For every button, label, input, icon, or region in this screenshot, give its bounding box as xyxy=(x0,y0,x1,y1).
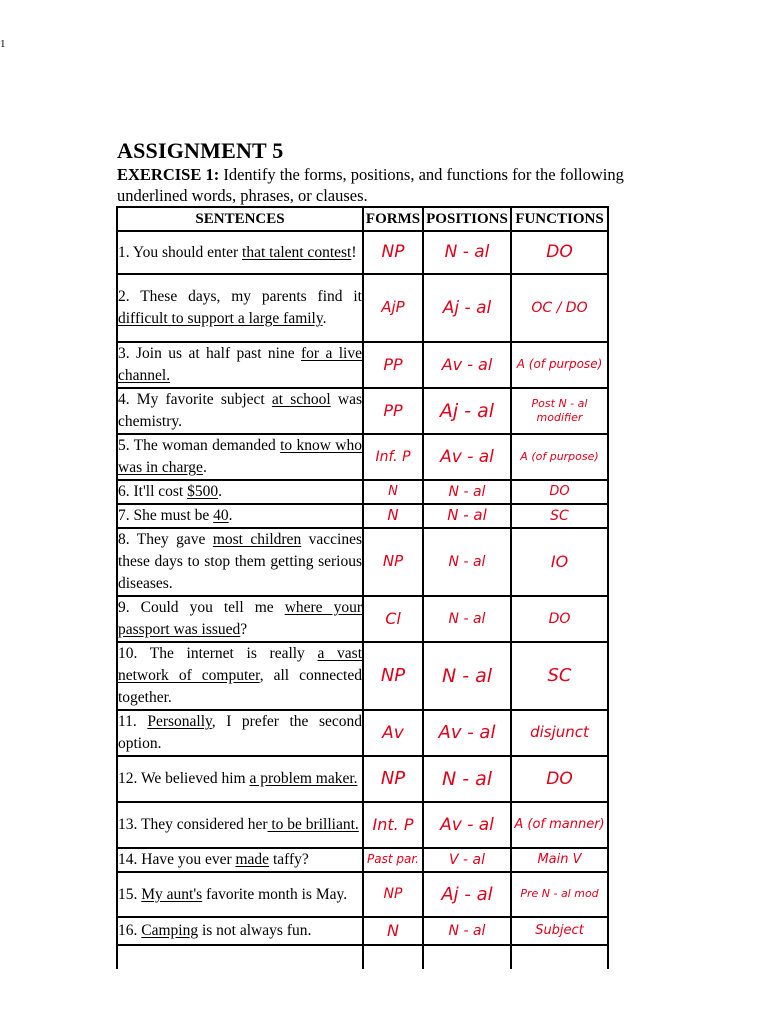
table-row xyxy=(117,504,608,528)
answer-position: Aj - al xyxy=(423,388,511,434)
sentence-cell xyxy=(117,917,363,945)
table-row xyxy=(117,848,608,872)
sentence-text: 1. You should enter xyxy=(118,243,243,261)
answer-form: Past par. xyxy=(363,848,423,872)
sentence-text-end: taffy? xyxy=(269,851,309,868)
answer-form: Av xyxy=(363,710,423,756)
assignment-table xyxy=(116,206,609,969)
underlined-phrase: for a live channel. xyxy=(118,345,362,384)
answer-position: Av - al xyxy=(423,710,511,756)
sentence-text-end: was chemistry. xyxy=(118,391,363,430)
header-forms: FORMS xyxy=(363,207,423,231)
table-row xyxy=(117,872,608,917)
sentence-text: 12. We believed him xyxy=(118,770,250,787)
answer-function: disjunct xyxy=(511,710,608,756)
header-functions: FUNCTIONS xyxy=(511,207,608,231)
answer-function: DO xyxy=(511,480,608,504)
answer-form: N xyxy=(363,504,423,528)
answer-form: Inf. P xyxy=(363,434,423,480)
answer-position: N - al xyxy=(423,596,511,642)
sentence-text: 15. xyxy=(118,885,142,903)
answer-function: DO xyxy=(511,596,608,642)
answer-function: OC / DO xyxy=(511,274,608,342)
empty-cell xyxy=(363,945,423,969)
sentence-text-end: , all connected together. xyxy=(118,667,362,706)
sentence-text-end: ! xyxy=(351,243,357,261)
sentence-text: 9. Could you tell me xyxy=(118,599,285,616)
sentence-cell xyxy=(117,710,363,756)
underlined-phrase: Camping xyxy=(141,922,199,939)
sentence-text-end: . xyxy=(202,459,207,476)
answer-function: A (of purpose) xyxy=(511,434,608,480)
sentence-cell xyxy=(117,231,363,274)
answer-form: NP xyxy=(363,528,423,596)
answer-function: Main V xyxy=(511,848,608,872)
sentence-text-end: . xyxy=(218,483,222,500)
answer-position: N - al xyxy=(423,231,511,274)
sentence-cell xyxy=(117,872,363,917)
table-row xyxy=(117,388,608,434)
answer-position: Av - al xyxy=(423,434,511,480)
sentence-text: 6. It'll cost xyxy=(118,483,188,500)
answer-form: NP xyxy=(363,756,423,802)
table-row xyxy=(117,756,608,802)
sentence-text: 10. The internet is really xyxy=(118,645,318,662)
answer-function: IO xyxy=(511,528,608,596)
answer-position: N - al xyxy=(423,528,511,596)
answer-position: N - al xyxy=(423,504,511,528)
answer-form: N xyxy=(363,480,423,504)
instruction-text: Identify the forms, positions, and functions for the following underlined words, phrases, or clauses. xyxy=(117,165,624,205)
sentence-text: 8. They gave xyxy=(118,531,213,548)
page-number: 1 xyxy=(0,38,6,50)
table-row xyxy=(117,802,608,848)
underlined-phrase: that talent contest xyxy=(242,243,352,261)
table-row xyxy=(117,596,608,642)
assignment-title: ASSIGNMENT 5 xyxy=(117,138,284,163)
header-sentences: SENTENCES xyxy=(117,207,363,231)
sentence-cell xyxy=(117,528,363,596)
underlined-phrase: at school xyxy=(271,391,331,408)
answer-position: N - al xyxy=(423,917,511,945)
answer-function: DO xyxy=(511,231,608,274)
answer-function: SC xyxy=(511,504,608,528)
answer-position: N - al xyxy=(423,756,511,802)
answer-form: PP xyxy=(363,342,423,388)
sentence-text: 4. My favorite subject xyxy=(118,391,272,408)
sentence-cell xyxy=(117,274,363,342)
sentence-text: 7. She must be xyxy=(118,507,214,524)
underlined-phrase: to be brilliant. xyxy=(267,816,359,833)
answer-form: AjP xyxy=(363,274,423,342)
header-positions: POSITIONS xyxy=(423,207,511,231)
answer-function: A (of manner) xyxy=(511,802,608,848)
sentence-text: 11. xyxy=(118,713,148,730)
underlined-phrase: difficult to support a large family xyxy=(118,310,323,327)
answer-form: NP xyxy=(363,872,423,917)
sentence-text-end: favorite month is May. xyxy=(202,885,348,903)
empty-row xyxy=(117,945,608,969)
table-row xyxy=(117,342,608,388)
underlined-phrase: made xyxy=(235,851,270,868)
sentence-text: 2. These days, my parents find it xyxy=(118,288,362,305)
exercise-instruction xyxy=(117,164,677,206)
sentence-cell xyxy=(117,642,363,710)
answer-function: DO xyxy=(511,756,608,802)
answer-function: Post N - al modifier xyxy=(511,388,608,434)
answer-function: Pre N - al mod xyxy=(511,872,608,917)
empty-cell xyxy=(511,945,608,969)
sentence-cell xyxy=(117,504,363,528)
sentence-text: 14. Have you ever xyxy=(118,851,236,868)
sentence-cell xyxy=(117,480,363,504)
header-row xyxy=(117,207,608,231)
table-row xyxy=(117,642,608,710)
answer-position: Aj - al xyxy=(423,274,511,342)
sentence-text-end: ? xyxy=(240,621,248,638)
table-row xyxy=(117,231,608,274)
empty-cell xyxy=(117,945,363,969)
sentence-cell xyxy=(117,848,363,872)
table-row xyxy=(117,480,608,504)
answer-form: Cl xyxy=(363,596,423,642)
sentence-cell xyxy=(117,756,363,802)
answer-position: V - al xyxy=(423,848,511,872)
sentence-text: 5. The woman demanded xyxy=(118,437,281,454)
sentence-cell xyxy=(117,802,363,848)
underlined-phrase: $500 xyxy=(187,483,219,500)
answer-form: NP xyxy=(363,642,423,710)
table-row xyxy=(117,710,608,756)
answer-position: Av - al xyxy=(423,802,511,848)
table-row xyxy=(117,434,608,480)
sentence-cell xyxy=(117,434,363,480)
answer-form: PP xyxy=(363,388,423,434)
sentence-cell xyxy=(117,342,363,388)
sentence-text-end: is not always fun. xyxy=(198,922,312,939)
underlined-phrase: to know who was in charge xyxy=(118,437,362,476)
table-row xyxy=(117,528,608,596)
empty-cell xyxy=(423,945,511,969)
answer-position: N - al xyxy=(423,642,511,710)
answer-function: Subject xyxy=(511,917,608,945)
underlined-phrase: Personally xyxy=(147,713,212,730)
sentence-cell xyxy=(117,388,363,434)
sentence-text-end: , I prefer the second option. xyxy=(118,713,362,752)
sentence-text-end: . xyxy=(322,310,327,327)
answer-form: N xyxy=(363,917,423,945)
answer-position: Aj - al xyxy=(423,872,511,917)
underlined-phrase: most children xyxy=(212,531,302,548)
answer-function: SC xyxy=(511,642,608,710)
table-row xyxy=(117,917,608,945)
sentence-text: 3. Join us at half past nine xyxy=(118,345,301,362)
underlined-phrase: 40 xyxy=(213,507,229,524)
underlined-phrase: a problem maker. xyxy=(249,770,358,787)
answer-position: Av - al xyxy=(423,342,511,388)
underlined-phrase: a vast network of computer xyxy=(118,645,362,684)
answer-function: A (of purpose) xyxy=(511,342,608,388)
table-row xyxy=(117,274,608,342)
answer-form: NP xyxy=(363,231,423,274)
underlined-phrase: My aunt's xyxy=(141,885,203,903)
answer-position: N - al xyxy=(423,480,511,504)
exercise-label: EXERCISE 1: xyxy=(117,165,220,184)
underlined-phrase: where your passport was issued xyxy=(118,599,362,638)
sentence-text: 13. They considered her xyxy=(118,816,268,833)
sentence-cell xyxy=(117,596,363,642)
sentence-text: 16. xyxy=(118,922,142,939)
sentence-text-end: . xyxy=(228,507,233,524)
answer-form: Int. P xyxy=(363,802,423,848)
sentence-text-end: vaccines these days to stop them getting serious diseases. xyxy=(118,531,363,592)
